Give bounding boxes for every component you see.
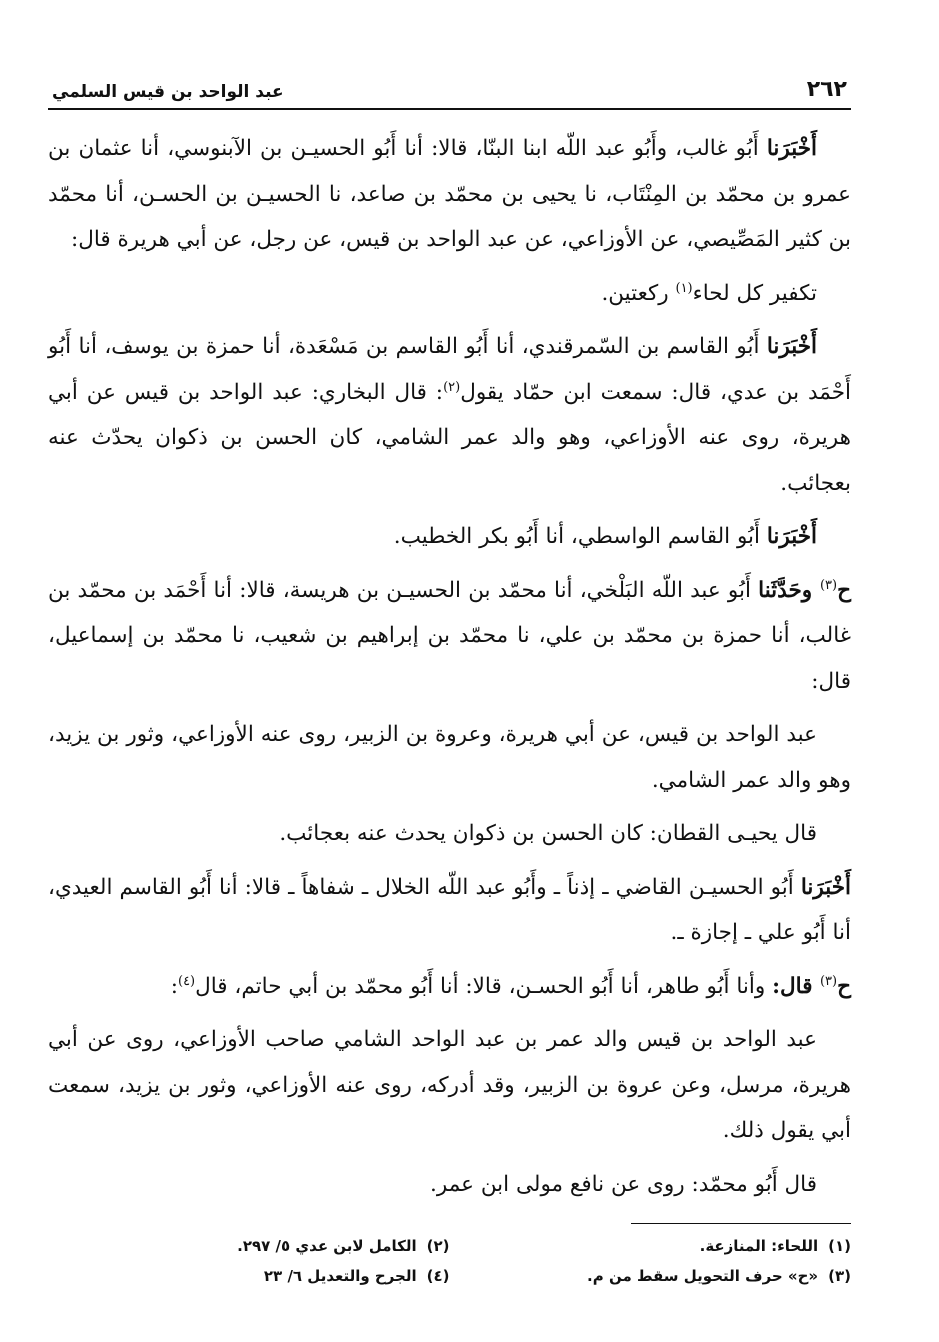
keyword-ha: ح (837, 577, 851, 603)
paragraph-text: أَبُو غالب، وأَبُو عبد اللّه ابنا البنّا، قالا: أنا أَبُو الحسيـن بن الآبنوسي، أنا عثمان بن عمرو بن محمّد بن المِنْتَاب، نا يحيى بن محمّد بن صاعد، نا الحسيـن بن الحسـن، أنا محمّد بن كثير المَصِّيصي، عن الأوزاعي، عن عبد الواحد بن قيس، عن رجل، عن أبي هريرة قال: (48, 136, 851, 252)
main-text (48, 126, 851, 1207)
paragraph-8 (48, 865, 851, 956)
running-title: عبد الواحد بن قيس السلمي (52, 82, 284, 102)
paragraph-text: : قال البخاري: عبد الواحد بن قيس عن أبي هريرة، روى عنه الأوزاعي، وهو والد عمر الشامي، كان الحسن بن ذكوان يحدّث عنه بعجائب. (48, 379, 851, 496)
paragraph-3 (48, 324, 851, 506)
footnote-text: الجرح والتعديل ٦/ ٢٣ (263, 1267, 417, 1285)
paragraph-10 (48, 1017, 851, 1154)
footnote-ref: (٢) (443, 379, 461, 395)
keyword-akhbarana: أَخْبَرَنا (766, 524, 817, 549)
keyword-qala: قال: (772, 973, 820, 999)
keyword-akhbarana: أَخْبَرَنا (766, 334, 817, 359)
footnote-4 (48, 1264, 450, 1288)
paragraph-text: عبد الواحد بن قيس والد عمر بن عبد الواحد الشامي صاحب الأوزاعي، روى عن أبي هريرة، مرسل، وعن عروة بن الزبير، وقد أدركه، روى عنه الأوزاعي، وثور بن يزيد، سمعت أبي يقول ذلك. (48, 1027, 851, 1143)
footnote-ref: (١) (675, 280, 693, 296)
paragraph-text: أَبُو القاسم بن السّمرقندي، أنا أَبُو القاسم بن مَسْعَدة، أنا حمزة بن يوسف، أنا أَبُو أَحْمَد بن عدي، قال: سمعت ابن حمّاد يقول (48, 334, 851, 405)
footnote-text: «ح» حرف التحويل سقط من م. (587, 1267, 819, 1285)
paragraph-text: : (170, 973, 178, 999)
footnote-3 (450, 1264, 852, 1288)
paragraph-6 (48, 712, 851, 803)
running-head (48, 58, 851, 110)
paragraph-4 (48, 514, 851, 560)
paragraph-text: أَبُو عبد اللّه البَلْخي، أنا محمّد بن الحسيـن بن هريسة، قالا: أنا أَحْمَد بن محمّد بن غالب، أنا حمزة بن محمّد بن علي، نا محمّد بن إبراهيم بن شعيب، نا محمّد بن إسماعيل، قال: (48, 577, 851, 694)
paragraph-text: تكفير كل لحاء (692, 280, 817, 306)
footnote-divider (631, 1223, 851, 1224)
footnote-number: (٣) (828, 1267, 851, 1285)
keyword-ha: ح (837, 973, 851, 999)
paragraph-text: قال أَبُو محمّد: روى عن نافع مولى ابن عمر. (430, 1171, 817, 1197)
footnote-text: اللحاء: المنازعة. (699, 1237, 819, 1255)
footnote-ref: (٣) (819, 577, 838, 593)
footnote-1 (450, 1234, 852, 1258)
paragraph-11 (48, 1162, 851, 1208)
paragraph-1 (48, 126, 851, 263)
paragraph-text: أَبُو القاسم الواسطي، أنا أَبُو بكر الخطيب. (393, 524, 767, 549)
keyword-akhbarana: أَخْبَرَنا (800, 874, 851, 900)
paragraph-text: عبد الواحد بن قيس، عن أبي هريرة، وعروة بن الزبير، روى عنه الأوزاعي، وثور بن يزيد، وهو والد عمر الشامي. (48, 722, 851, 793)
footnotes (48, 1234, 851, 1288)
footnote-text: الكامل لابن عدي ٥/ ٢٩٧. (237, 1237, 417, 1255)
paragraph-text: وأنا أَبُو طاهر، أنا أَبُو الحسـن، قالا: أنا أَبُو محمّد بن أبي حاتم، قال (195, 973, 773, 999)
footnote-number: (١) (828, 1237, 851, 1255)
paragraph-5 (48, 568, 851, 705)
paragraph-text: قال يحيـى القطان: كان الحسن بن ذكوان يحدث عنه بعجائب. (279, 821, 817, 846)
footnote-2 (48, 1234, 450, 1258)
paragraph-7 (48, 811, 851, 857)
footnote-number: (٢) (426, 1237, 450, 1255)
paragraph-2 (48, 271, 851, 317)
footnote-ref: (٤) (177, 973, 196, 989)
footnote-number: (٤) (426, 1267, 450, 1285)
paragraph-text: أَبُو الحسيـن القاضي ـ إذناً ـ وأَبُو عبد اللّه الخلال ـ شفاهاً ـ قالا: أنا أَبُو القاسم العيدي، أنا أَبُو علي ـ إجازة ـ. (48, 874, 851, 945)
keyword-haddathana: وحَدَّثَنا (758, 577, 820, 603)
paragraph-9 (48, 964, 851, 1010)
paragraph-text: ركعتين. (601, 280, 676, 306)
page-number: ٢٦٢ (806, 77, 847, 102)
keyword-akhbarana: أَخْبَرَنا (766, 136, 817, 161)
footnote-ref: (٣) (819, 973, 838, 989)
